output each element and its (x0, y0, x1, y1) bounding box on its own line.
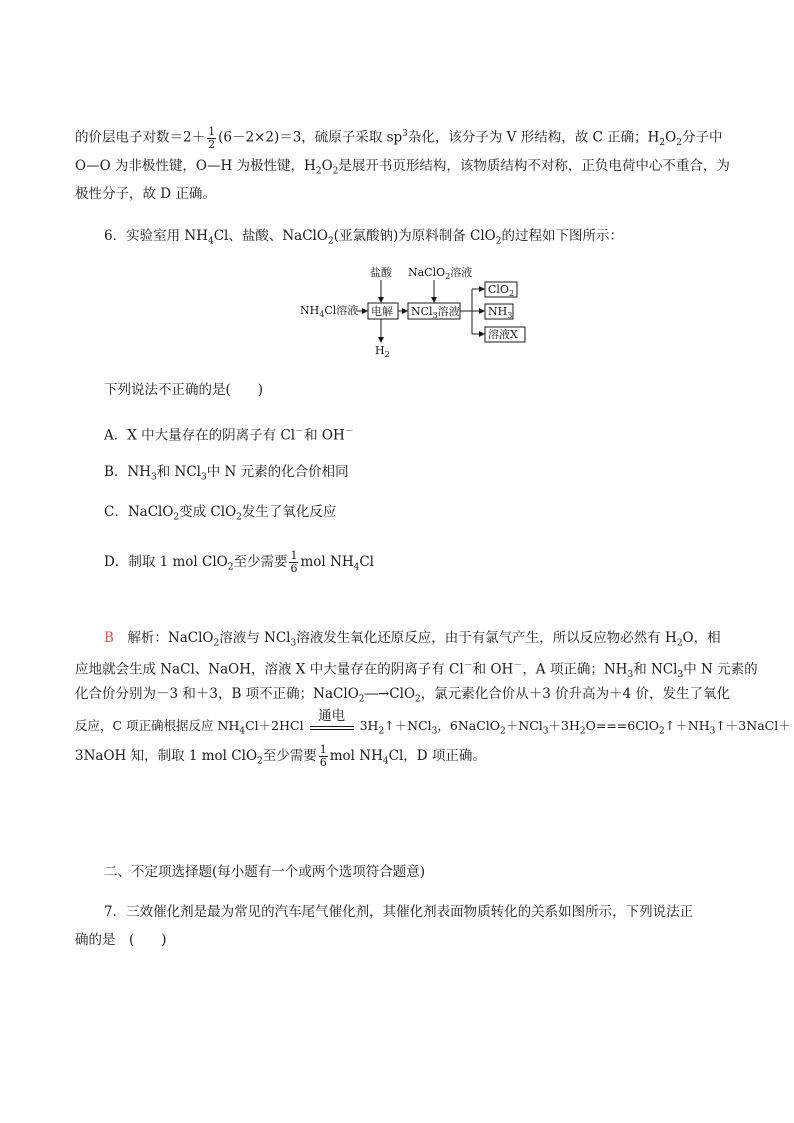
text: 至少需要 (262, 748, 317, 764)
subscript: 2 (358, 694, 365, 705)
text: 的价层电子对数＝2＋ (75, 129, 206, 146)
subscript: 2 (500, 726, 506, 737)
subscript: 2 (257, 756, 263, 767)
text: 3NaOH 知，制取 1 mol ClO (75, 748, 258, 764)
text: (6－2×2)＝3，硫原子采取 sp (218, 129, 403, 146)
text: ，6NaClO (437, 718, 501, 733)
subscript: 2 (415, 694, 421, 705)
fraction (289, 550, 298, 575)
text: 和 OH (304, 427, 345, 444)
text: 中 N 元素的化合价相同 (206, 464, 349, 480)
subscript: 2 (378, 726, 385, 737)
text: ＋NCl (505, 718, 543, 733)
analysis-line-5 (75, 744, 486, 772)
text: 杂化，该分子为 V 形结构，故 C 正确；H (407, 129, 660, 146)
text: Cl、盐酸、NaClO (213, 228, 328, 244)
text: 应地就会生成 NaCl、NaOH，溶液 X 中大量存在的阴离子有 Cl (75, 661, 464, 678)
text: (亚氯酸钠)为原料制备 ClO (333, 228, 496, 244)
question-7-line-2: 确的是 ( ) (75, 932, 167, 948)
subscript: 4 (239, 726, 246, 737)
subscript: 3 (627, 670, 634, 681)
subscript: 2 (227, 562, 234, 573)
text: mol NH (300, 554, 354, 570)
process-flow-diagram (300, 264, 540, 364)
fraction-denominator: 6 (290, 562, 298, 575)
text: 6．实验室用 NH (104, 228, 208, 244)
label-naclo2: NaClO$_2$溶液 (408, 266, 473, 281)
subscript: 2 (579, 726, 586, 737)
text: Cl，D 项正确。 (388, 748, 486, 764)
fraction-denominator: 6 (319, 756, 327, 769)
subscript: 2 (213, 638, 220, 649)
subscript: 3 (431, 726, 438, 737)
subscript: 3 (709, 726, 716, 737)
subscript: 2 (659, 138, 666, 149)
analysis-line-2 (75, 656, 758, 685)
subscript: 3 (542, 726, 549, 737)
section-2-heading: 二、不定项选择题(每小题有一个或两个选项符合题意) (104, 864, 426, 880)
question-6-stem (104, 226, 623, 252)
electrolysis-condition (310, 708, 354, 730)
subscript: 2 (676, 138, 682, 149)
continuation-line-2 (75, 156, 730, 182)
text: Cl＋2HCl (245, 718, 304, 733)
continuation-line-1 (75, 124, 722, 153)
superscript: － (344, 427, 354, 437)
subscript: 2 (495, 236, 502, 247)
text: ↑＋3NaCl＋ (715, 718, 791, 733)
fraction-numerator: 1 (208, 124, 216, 138)
text: 是展开书页形结构，该物质结构不对称，正负电荷中心不重合，为 (338, 158, 730, 174)
text: ，氯元素化合价从＋3 价升高为＋4 价，发生了氧化 (420, 686, 731, 702)
option-b (104, 462, 349, 488)
subscript: 4 (382, 756, 389, 767)
fraction-numerator: 1 (319, 743, 327, 756)
text: 和 OH (472, 661, 514, 678)
subscript: 2 (327, 236, 334, 247)
condition-label: 通电 (318, 708, 346, 724)
label-electrolysis: 电解 (371, 305, 393, 318)
option-c (104, 502, 336, 528)
subscript: 3 (677, 670, 684, 681)
subscript: 4 (207, 236, 214, 247)
subscript: 2 (332, 166, 339, 177)
subscript: 3 (290, 638, 297, 649)
text: O—O 为非极性键，O—H 为极性键，H (75, 158, 316, 174)
subscript: 2 (659, 726, 665, 737)
text: 溶液发生氧化还原反应，由于有氯气产生，所以反应物必然有 H (296, 630, 677, 646)
question-6-prompt: 下列说法不正确的是( ) (104, 382, 264, 398)
label-nh4cl: $NH_4Cl$溶液 (300, 304, 359, 319)
text: ↑＋NCl (384, 718, 432, 733)
text: ↑＋NH (664, 718, 710, 733)
analysis-line-4 (75, 708, 791, 742)
text: O===6ClO (585, 718, 660, 733)
text: 至少需要 (233, 554, 288, 570)
fraction (207, 126, 216, 151)
superscript: 3 (402, 129, 408, 139)
text: 分子中 (681, 129, 723, 146)
text: 反应，C 项正确根据反应 NH (75, 718, 240, 733)
text: A．X 中大量存在的阴离子有 Cl (104, 427, 296, 444)
text: O，相 (682, 630, 721, 646)
text: Cl (359, 554, 374, 570)
text: 化合价分别为－3 和＋3，B 项不正确；NaClO (75, 686, 359, 702)
subscript: 2 (173, 512, 180, 523)
label-solution-x: 溶液X (488, 328, 518, 341)
text: ―→ClO (364, 686, 416, 702)
text: ＋3H (548, 718, 580, 733)
label-h2: $H_2$ (375, 344, 390, 359)
text: D．制取 1 mol ClO (104, 554, 228, 570)
superscript: － (463, 661, 473, 671)
text: 的过程如下图所示： (501, 228, 623, 244)
subscript: 2 (676, 638, 683, 649)
text: 3H (359, 718, 379, 733)
text: 和 NCl (156, 464, 202, 480)
label-nh3: $NH_3$ (488, 305, 513, 320)
fraction (319, 744, 328, 769)
fraction-numerator: 1 (290, 549, 298, 562)
subscript: 2 (315, 166, 322, 177)
text: O (321, 158, 333, 174)
equals-bar (310, 726, 354, 730)
text: B．NH (104, 464, 152, 480)
subscript: 3 (201, 472, 207, 483)
answer-letter: B (104, 630, 114, 646)
text: mol NH (329, 748, 383, 764)
continuation-line-3: 极性分子，故 D 正确。 (75, 186, 216, 202)
text: 中 N 元素的 (683, 661, 758, 678)
label-clo2: ClO$_2$ (488, 283, 515, 298)
superscript: － (295, 427, 305, 437)
subscript: 2 (236, 512, 242, 523)
text: C．NaClO (104, 504, 174, 520)
text: O (665, 129, 677, 146)
subscript: 3 (151, 472, 157, 483)
option-d (104, 550, 374, 578)
superscript: － (513, 661, 523, 671)
text: 溶液与 NCl (219, 630, 291, 646)
fraction-denominator: 2 (208, 137, 216, 151)
text: 和 NCl (633, 661, 678, 678)
analysis-line-3 (75, 684, 730, 710)
question-7-line-1: 7．三效催化剂是最为常见的汽车尾气催化剂，其催化剂表面物质转化的关系如图所示，下列说法正 (104, 904, 694, 920)
label-hcl: 盐酸 (370, 266, 392, 279)
label-ncl3: NCl$_3$溶液 (411, 305, 460, 320)
subscript: 4 (353, 562, 360, 573)
text: 变成 ClO (179, 504, 237, 520)
text: 解析：NaClO (127, 630, 214, 646)
text: 发生了氧化反应 (241, 504, 337, 520)
analysis-line-1 (104, 628, 721, 654)
text: ，A 项正确；NH (522, 661, 628, 678)
option-a (104, 422, 354, 446)
